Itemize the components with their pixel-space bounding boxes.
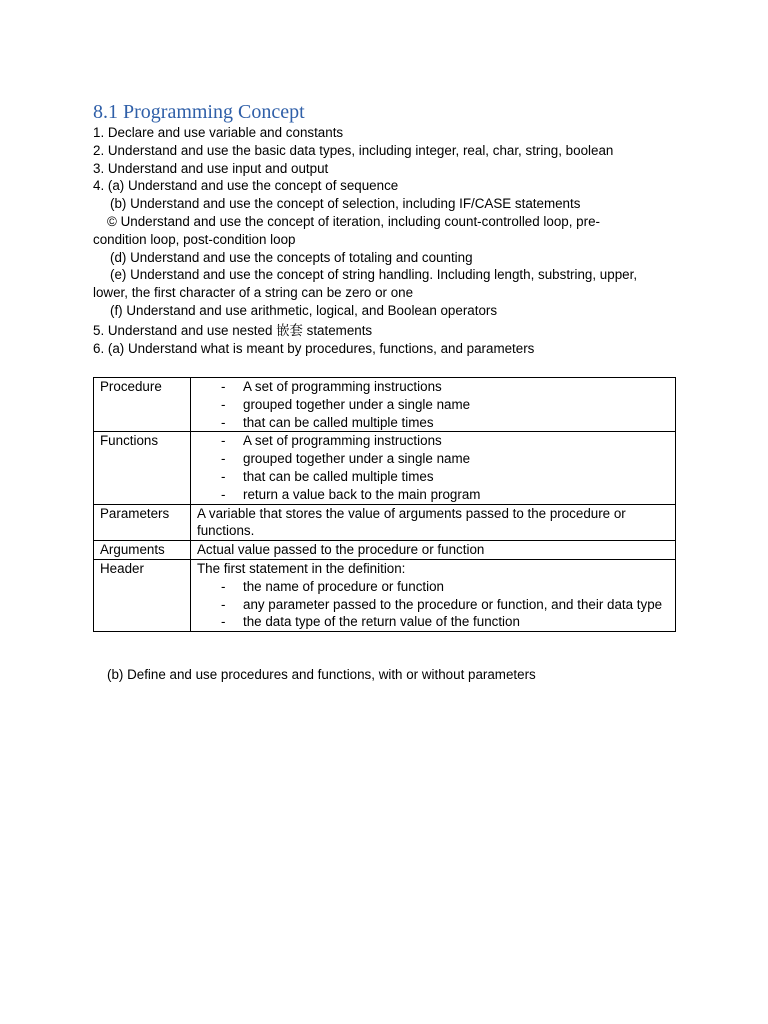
section-heading: 8.1 Programming Concept	[93, 101, 305, 123]
objective-line: (d) Understand and use the concepts of totaling and counting	[110, 249, 473, 265]
definitions-table	[93, 377, 676, 632]
definition-bullet: - that can be called multiple times	[197, 468, 669, 486]
definition-bullet: - that can be called multiple times	[197, 414, 669, 432]
objective-line: (b) Understand and use the concept of selection, including IF/CASE statements	[110, 196, 581, 212]
term-cell: Parameters	[94, 504, 191, 541]
definition-cell	[191, 432, 676, 504]
table-row	[94, 432, 676, 504]
definition-bullet: - A set of programming instructions	[197, 378, 669, 396]
objective-line: 1. Declare and use variable and constants	[93, 125, 344, 140]
definition-bullet: - grouped together under a single name	[197, 396, 669, 414]
term-cell: Arguments	[94, 541, 191, 560]
definition-cell: Actual value passed to the procedure or function	[191, 541, 676, 560]
table-row	[94, 559, 676, 631]
subsection-line: (b) Define and use procedures and functions, with or without parameters	[107, 667, 536, 682]
objective-line: 6. (a) Understand what is meant by procedures, functions, and parameters	[93, 340, 535, 356]
objective-line: (e) Understand and use the concept of string handling. Including length, substring, upper,	[110, 267, 638, 283]
definition-intro: The first statement in the definition:	[197, 560, 406, 576]
objective-line: condition loop, post-condition loop	[93, 231, 296, 247]
definition-bullet: - return a value back to the main program	[197, 486, 669, 504]
objective-line: lower, the first character of a string can be zero or one	[93, 285, 414, 301]
definition-bullet: - the data type of the return value of the function	[197, 613, 669, 631]
objective-line: 5. Understand and use nested 嵌套 statements	[93, 322, 373, 338]
definition-cell: A variable that stores the value of arguments passed to the procedure or functions.	[191, 504, 676, 541]
term-cell: Functions	[94, 432, 191, 504]
definition-bullet: - the name of procedure or function	[197, 578, 669, 596]
table-row	[94, 504, 676, 541]
table-row	[94, 541, 676, 560]
objectives-list	[93, 124, 683, 357]
objective-line: 2. Understand and use the basic data types, including integer, real, char, string, boolean	[93, 142, 614, 158]
objective-line: (f) Understand and use arithmetic, logical, and Boolean operators	[110, 302, 498, 318]
objective-line: 3. Understand and use input and output	[93, 160, 329, 176]
table-row	[94, 378, 676, 432]
definition-bullet: - A set of programming instructions	[197, 432, 669, 450]
objective-line: © Understand and use the concept of iteration, including count-controlled loop, pre-	[107, 213, 600, 229]
term-cell: Procedure	[94, 378, 191, 432]
term-cell: Header	[94, 559, 191, 631]
definition-cell	[191, 378, 676, 432]
definition-cell	[191, 559, 676, 631]
definition-bullet: - grouped together under a single name	[197, 450, 669, 468]
definition-bullet: - any parameter passed to the procedure or function, and their data type	[197, 596, 669, 614]
objective-line: 4. (a) Understand and use the concept of sequence	[93, 178, 399, 194]
